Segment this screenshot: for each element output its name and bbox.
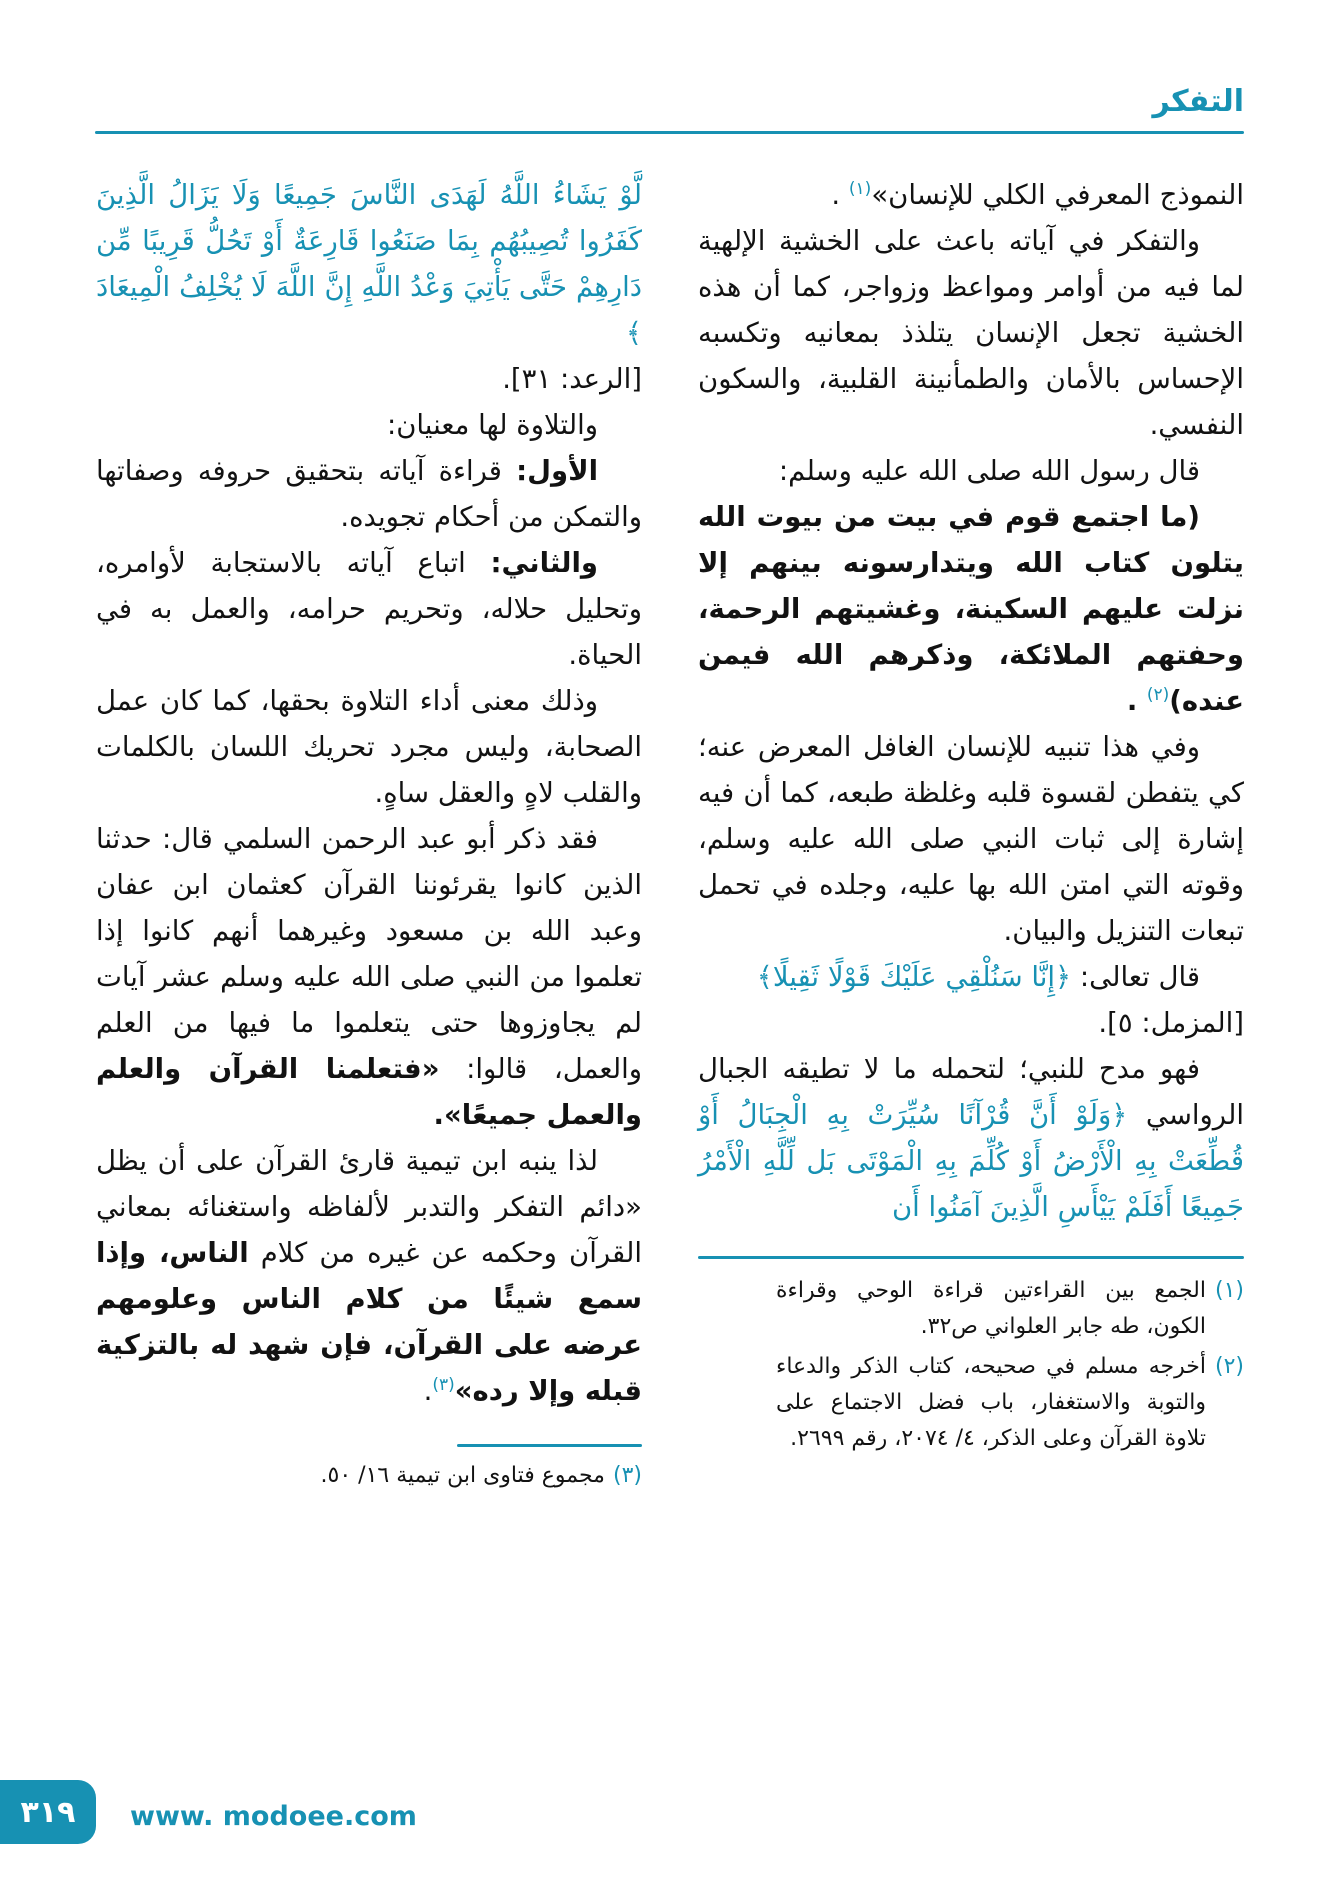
paragraph-text: . <box>423 1375 433 1407</box>
verse-citation: [الرعد: ٣١]. <box>502 363 642 395</box>
paragraph-text: لذا ينبه ابن تيمية قارئ القرآن على أن يظل «دائم التفكر والتدبر لألفاظه واستغنائه بمعاني القرآن وحكمه عن غيره من كلام <box>96 1145 642 1269</box>
quran-quote: ﴿إِنَّا سَنُلْقِي عَلَيْكَ قَوْلًا ثَقِيلًا﴾ <box>756 961 1072 993</box>
paragraph <box>698 1046 1244 1230</box>
paragraph-text: . <box>1126 685 1147 717</box>
paragraph: والتلاوة لها معنيان: <box>386 409 598 441</box>
footnote-number: (١) <box>1214 1278 1244 1303</box>
footnotes-section <box>96 1444 642 1493</box>
quran-quote: ﴿وَلَوْ أَنَّ قُرْآنًا سُيِّرَتْ بِهِ الْجِبَالُ أَوْ قُطِّعَتْ بِهِ الْأَرْضُ أَوْ كُلِّمَ بِهِ الْمَوْتَى بَل لِّلَّهِ الْأَمْرُ جَمِيعًا أَفَلَمْ يَيْأَسِ الَّذِينَ آمَنُوا أَن <box>698 1099 1244 1223</box>
quran-verse: لَّوْ يَشَاءُ اللَّهُ لَهَدَى النَّاسَ جَمِيعًا وَلَا يَزَالُ الَّذِينَ كَفَرُوا تُصِيبُهُم بِمَا صَنَعُوا قَارِعَةٌ أَوْ تَحُلُّ قَرِيبًا مِّن دَارِهِمْ حَتَّى يَأْتِيَ وَعْدُ اللَّهِ إِنَّ اللَّهَ لَا يُخْلِفُ الْمِيعَادَ ﴾ <box>96 179 642 349</box>
footnote-number: (٣) <box>612 1462 642 1488</box>
website-text: www. modoee.com <box>130 1801 417 1832</box>
footnotes-list <box>776 1273 1244 1457</box>
paragraph: وذلك معنى أداء التلاوة بحقها، كما كان عمل الصحابة، وليس مجرد تحريك اللسان بالكلمات والقلب لاهٍ والعقل ساهٍ. <box>96 685 642 809</box>
footnotes-rule <box>698 1256 1244 1259</box>
footnote <box>776 1349 1244 1457</box>
paragraph <box>96 816 642 1138</box>
hadith-text: (ما اجتمع قوم في بيت من بيوت الله يتلون كتاب الله ويتدارسونه بينهم إلا نزلت عليهم السكينة، وغشيتهم الرحمة، وحفتهم الملائكة، وذكرهم الله فيمن عنده) <box>698 501 1244 717</box>
footnote <box>96 1459 642 1493</box>
paragraph-text: قراءة آياته بتحقيق حروفه وصفاتها والتمكن من أحكام تجويده. <box>96 455 642 533</box>
left-column <box>96 172 642 1493</box>
footnote-text: أخرجه مسلم في صحيحه، كتاب الذكر والدعاء والتوبة والاستغفار، باب فضل الاجتماع على تلاوة القرآن وعلى الذكر، ٤/ ٢٠٧٤، رقم ٢٦٩٩. <box>776 1354 1206 1451</box>
paragraph-text: فهو مدح للنبي؛ لتحمله ما لا تطيقه الجبال الرواسي <box>698 1053 1245 1131</box>
page-header <box>0 0 1339 134</box>
hadith-paragraph <box>698 494 1244 724</box>
page-number: ٣١٩ <box>20 1794 76 1830</box>
footnotes-section <box>698 1256 1244 1457</box>
verse-citation: [المزمل: ٥]. <box>1098 1007 1244 1039</box>
footnote-ref-3: (٣) <box>432 1374 455 1395</box>
footnotes-rule <box>457 1444 642 1447</box>
footnote <box>776 1273 1244 1345</box>
paragraph <box>698 954 1244 1000</box>
right-column <box>698 172 1244 1493</box>
chapter-title: التفكر <box>1152 84 1244 119</box>
paragraph-text: . <box>831 179 849 211</box>
footnote-text: مجموع فتاوى ابن تيمية ١٦/ ٥٠. <box>320 1462 605 1488</box>
paragraph <box>96 448 642 540</box>
paragraph-text: النموذج المعرفي الكلي للإنسان» <box>871 179 1244 211</box>
term-label: الأول: <box>516 455 598 487</box>
quotation-text: «فتعلمنا القرآن والعلم والعمل جميعًا». <box>96 1053 642 1131</box>
paragraph: قال رسول الله صلى الله عليه وسلم: <box>778 455 1200 487</box>
quotation-text: الناس، وإذا سمع شيئًا من كلام الناس وعلومهم عرضه على القرآن، فإن شهد له بالتزكية قبله وإلا رده» <box>96 1237 642 1407</box>
footnote-ref-1: (١) <box>848 178 872 199</box>
paragraph: وفي هذا تنبيه للإنسان الغافل المعرض عنه؛ كي يتفطن لقسوة قلبه وغلظة طبعه، كما أن فيه إشارة إلى ثبات النبي صلى الله عليه وسلم، وقوته التي امتن الله بها عليه، وجلده في تحمل تبعات التنزيل والبيان. <box>698 731 1244 947</box>
paragraph-text: فقد ذكر أبو عبد الرحمن السلمي قال: حدثنا الذين كانوا يقرئوننا القرآن كعثمان ابن عفان وعبد الله بن مسعود وغيرهما أنهم كانوا إذا تعلموا من النبي صلى الله عليه وسلم عشر آيات لم يجاوزوها حتى يتعلموا ما فيها من العلم والعمل، قالوا: <box>96 823 643 1085</box>
paragraph <box>698 172 1244 218</box>
paragraph: والتفكر في آياته باعث على الخشية الإلهية لما فيه من أوامر ومواعظ وزواجر، كما أن هذه الخشية تجعل الإنسان يتلذذ بمعانيه وتكسبه الإحساس بالأمان والطمأنينة القلبية، والسكون النفسي. <box>698 225 1244 441</box>
page-number-badge <box>0 1780 96 1844</box>
paragraph <box>96 540 642 678</box>
footnote-number: (٢) <box>1214 1354 1244 1379</box>
paragraph-text: قال تعالى: <box>1071 961 1200 993</box>
text-columns <box>0 134 1339 1493</box>
paragraph <box>96 1138 642 1414</box>
paragraph-text: اتباع آياته بالاستجابة لأوامره، وتحليل حلاله، وتحريم حرامه، والعمل به في الحياة. <box>96 547 642 671</box>
footnote-ref-2: (٢) <box>1146 684 1170 705</box>
footnote-text: الجمع بين القراءتين قراءة الوحي وقراءة الكون، طه جابر العلواني ص٣٢. <box>776 1278 1206 1339</box>
term-label: والثاني: <box>490 547 598 579</box>
